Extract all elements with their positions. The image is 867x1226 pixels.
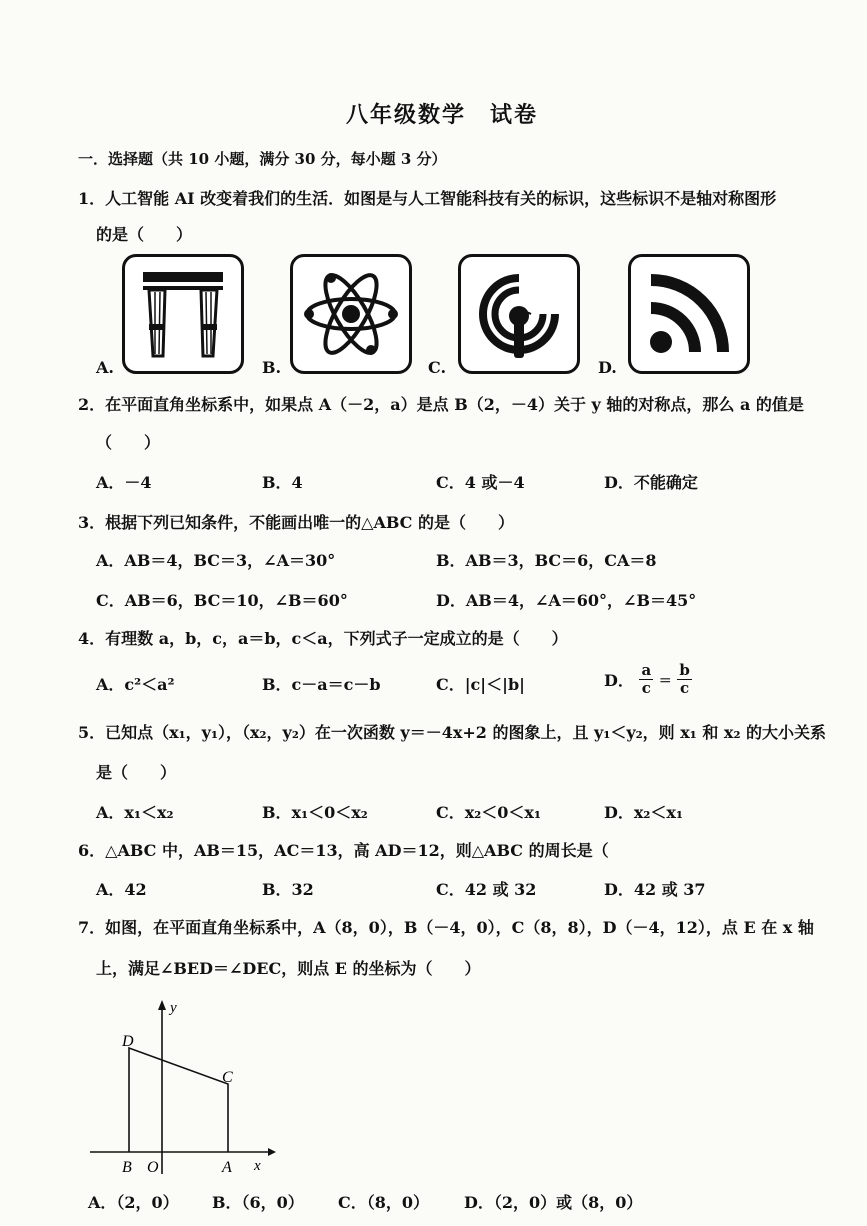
q1-option-d-image	[628, 254, 750, 374]
point-d-label: D	[122, 1033, 134, 1050]
q4-text: 4．有理数 a，b，c，a＝b，c＜a，下列式子一定成立的是（ ）	[78, 629, 568, 648]
origin-label: O	[147, 1159, 159, 1176]
q4-option-a: A．c²＜a²	[96, 675, 175, 694]
q3-text: 3．根据下列已知条件，不能画出唯一的△ABC 的是（ ）	[78, 513, 514, 532]
polygon-bdca	[129, 1048, 228, 1152]
y-axis-label: y	[170, 1000, 177, 1016]
y-axis-arrow	[158, 1000, 166, 1010]
q1-option-b-image	[290, 254, 412, 374]
q1-option-b-label: B.	[262, 358, 282, 377]
q2-option-a: A．－4	[96, 473, 152, 492]
q4-option-d	[604, 662, 692, 697]
q6-option-c: C．42 或 32	[436, 880, 537, 899]
q6-option-d: D．42 或 37	[604, 880, 706, 899]
q7-option-b: B．（6，0）	[212, 1193, 304, 1212]
q7-text-cont: 上，满足∠BED＝∠DEC，则点 E 的坐标为（ ）	[96, 959, 481, 978]
curtain-icon	[133, 264, 233, 364]
point-c-label: C	[222, 1069, 233, 1086]
fraction-denominator: c	[641, 679, 651, 697]
q2-option-b: B．4	[262, 473, 303, 492]
x-axis-label: x	[254, 1158, 261, 1174]
q1-option-a-label: A.	[96, 358, 114, 377]
fraction-numerator: b	[679, 661, 690, 679]
q5-text: 5．已知点（x₁，y₁），（x₂，y₂）在一次函数 y＝－4x+2 的图象上，且 y₁＜y₂，则 x₁ 和 x₂ 的大小关系	[78, 723, 827, 742]
q1-option-c-image	[458, 254, 580, 374]
q5-text-cont: 是（ ）	[96, 763, 177, 782]
x-axis-arrow	[268, 1148, 276, 1156]
equals-sign: ＝	[658, 674, 672, 689]
q4-option-b: B．c－a＝c－b	[262, 675, 381, 694]
q1-option-d-label: D.	[598, 358, 617, 377]
q7-option-c: C．（8，0）	[338, 1193, 430, 1212]
q5-option-d: D．x₂＜x₁	[604, 803, 683, 822]
q1-option-a-image	[122, 254, 244, 374]
fraction-a-over-c	[639, 662, 653, 697]
point-a-label: A	[222, 1159, 232, 1176]
q2-text: 2．在平面直角坐标系中，如果点 A（－2，a）是点 B（2，－4）关于 y 轴的对称点，那么 a 的值是	[78, 395, 804, 414]
q7-text: 7．如图，在平面直角坐标系中，A（8，0），B（－4，0），C（8，8），D（－4，12），点 E 在 x 轴	[78, 918, 814, 937]
q1-text-cont: 的是（ ）	[96, 225, 193, 244]
q4-option-c: C．|c|＜|b|	[436, 675, 525, 694]
fraction-numerator: a	[641, 661, 652, 679]
q6-option-a: A．42	[96, 880, 147, 899]
page-title: 八年级数学 试卷	[346, 102, 539, 128]
q2-option-d: D．不能确定	[604, 473, 698, 492]
signal-tower-icon	[469, 264, 569, 364]
q3-option-c: C．AB＝6，BC＝10，∠B＝60°	[96, 591, 348, 610]
q3-option-d: D．AB＝4，∠A＝60°，∠B＝45°	[436, 591, 697, 610]
q3-option-a: A．AB＝4，BC＝3，∠A＝30°	[96, 551, 336, 570]
q6-text: 6．△ABC 中，AB＝15，AC＝13，高 AD＝12，则△ABC 的周长是（	[78, 841, 609, 860]
q5-option-b: B．x₁＜0＜x₂	[262, 803, 368, 822]
q5-option-c: C．x₂＜0＜x₁	[436, 803, 541, 822]
fraction-denominator: c	[680, 679, 690, 697]
fraction-b-over-c	[677, 662, 692, 697]
q6-option-b: B．32	[262, 880, 314, 899]
section-heading: 一．选择题（共 10 小题，满分 30 分，每小题 3 分）	[78, 150, 447, 168]
q7-option-a: A．（2，0）	[88, 1193, 179, 1212]
q7-coordinate-figure	[80, 996, 280, 1181]
q1-text: 1．人工智能 AI 改变着我们的生活．如图是与人工智能科技有关的标识，这些标识不是轴对称图形	[78, 189, 777, 208]
point-b-label: B	[122, 1159, 132, 1176]
atom-icon	[301, 264, 401, 364]
rss-feed-icon	[639, 264, 739, 364]
q5-option-a: A．x₁＜x₂	[96, 803, 174, 822]
q3-option-b: B．AB＝3，BC＝6，CA＝8	[436, 551, 657, 570]
q7-option-d: D．（2，0）或（8，0）	[464, 1193, 643, 1212]
q2-option-c: C．4 或－4	[436, 473, 525, 492]
q2-text-cont: （ ）	[96, 433, 161, 452]
q4-option-d-label: D．	[604, 671, 634, 690]
q1-option-c-label: C.	[428, 358, 447, 377]
